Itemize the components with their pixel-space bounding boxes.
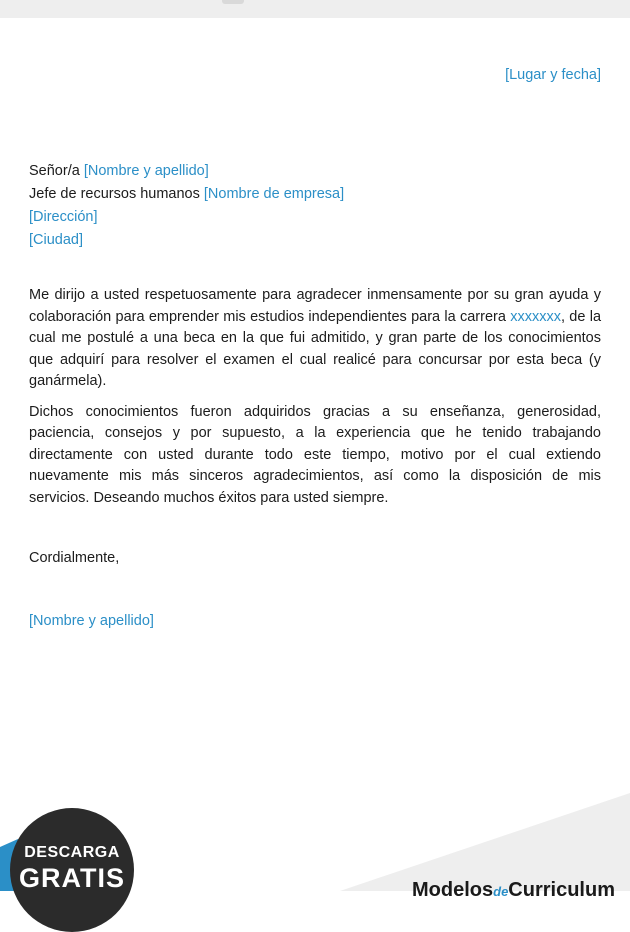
- body-paragraph-2: Dichos conocimientos fueron adquiridos gracias a su enseñanza, generosidad, paciencia, consejos y por supuesto, a la experiencia que he tenido trabajando directamente con usted durante todo este tiempo, motivo por el cual extiendo nuevamente mis más sinceros agradecimientos, así como la disposición de mis servicios. Deseando muchos éxitos para usted siempre.: [29, 403, 601, 506]
- top-bar: [0, 0, 630, 18]
- badge-line-1: DESCARGA: [24, 844, 120, 861]
- badge-line-2: GRATIS: [19, 863, 125, 893]
- recipient-block: [29, 160, 344, 252]
- body-paragraph-1-start: Me dirijo a usted respetuosamente para agradecer inmensamente por su gran ayuda y colaboración para emprender mis estudios independientes para la carrera: [29, 287, 601, 325]
- place-date-placeholder: [Lugar y fecha]: [505, 67, 601, 83]
- city-placeholder: [Ciudad]: [29, 232, 84, 248]
- recipient-company-line: [29, 183, 344, 206]
- download-free-badge[interactable]: [10, 808, 134, 932]
- brand-part-1: Modelos: [412, 879, 494, 901]
- closing: Cordialmente,: [29, 550, 120, 566]
- company-name-placeholder: [Nombre de empresa]: [203, 186, 345, 202]
- body-paragraph-1: [29, 285, 601, 393]
- brand-logo: [412, 878, 615, 904]
- recipient-position: Jefe de recursos humanos: [29, 186, 204, 202]
- brand-part-3: Curriculum: [508, 879, 615, 901]
- recipient-title: Señor/a: [29, 163, 84, 179]
- top-bar-tab: [222, 0, 244, 4]
- recipient-name-placeholder: [Nombre y apellido]: [83, 163, 209, 179]
- signature-placeholder: [Nombre y apellido]: [29, 613, 154, 629]
- letter-body: [29, 285, 601, 518]
- brand-part-2: de: [493, 884, 509, 899]
- body-paragraph-1-end: , de la cual me postulé a una beca en la que fui admitido, y gran parte de los conocimientos que adquirí para resolver el examen el cual realicé para concursar por esta beca (y ganármela).: [29, 308, 602, 389]
- career-placeholder: xxxxxxx: [510, 308, 561, 325]
- address-placeholder: [Dirección]: [29, 209, 98, 225]
- recipient-name-line: [29, 160, 344, 183]
- footer-gray-shape: [340, 793, 630, 891]
